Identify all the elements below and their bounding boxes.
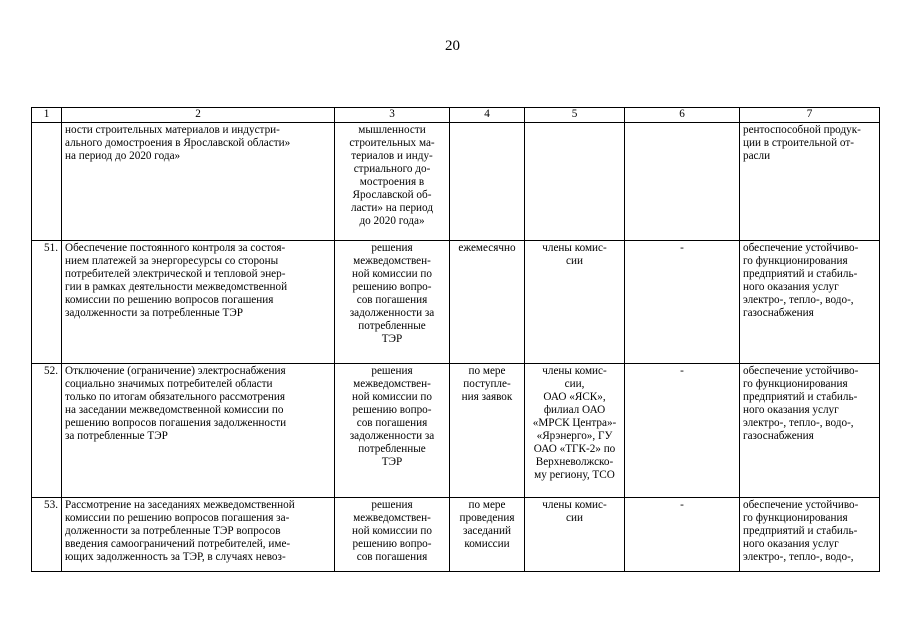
row-number-cell: 52. [32,364,62,498]
header-cell: 4 [450,108,525,123]
row-number-cell [32,123,62,241]
measures-table [31,107,880,572]
table-header-row [32,108,880,123]
result-cell: обеспечение устойчиво- го функционирования предприятий и стабиль- ного оказания услуг электро-, тепло-, водо-, газоснабжения [740,241,880,364]
result-text: обеспечение устойчиво- го функционирования предприятий и стабиль- ного оказания услуг электро-, тепло-, водо-, [743,499,859,563]
measure-cell: Обеспечение постоянного контроля за состоя- нием платежей за энергоресурсы со стороны потребителей электрической и тепловой энер- гии в рамках деятельности межведомственной комиссии по решению вопросов погашения задолженности за потребленные ТЭР [62,241,335,364]
header-cell: 6 [625,108,740,123]
page-number: 20 [445,38,460,54]
cost-cell: - [625,364,740,498]
header-cell: 3 [335,108,450,123]
executors-text: члены комис- сии [542,499,607,524]
executors-cell [525,498,625,572]
table-row [32,364,880,498]
executors-cell [525,123,625,241]
header-cell: 2 [62,108,335,123]
row-number-cell: 51. [32,241,62,364]
header-cell: 7 [740,108,880,123]
header-cell: 1 [32,108,62,123]
cost-cell [625,123,740,241]
measure-text: Рассмотрение на заседаниях межведомственной комиссии по решению вопросов погашения за- долженности за потребленные ТЭР вопросов введения самоограничений потребителей, име- ющих задолженность за ТЭР, в случаях невоз- [65,499,295,563]
measure-cell: Отключение (ограничение) электроснабжения социально значимых потребителей области только по итогам обязательного рассмотрения на заседании межведомственной комиссии по решению вопросов погашения задолженности за потребленные ТЭР [62,364,335,498]
term-cell: по мере поступле- ния заявок [450,364,525,498]
executors-cell: члены комис- сии, ОАО «ЯСК», филиал ОАО «МРСК Центра»- «Ярэнерго», ГУ ОАО «ТГК-2» по Верхневолжско- му региону, ТСО [525,364,625,498]
row-number-text: 53. [44,499,58,511]
cost-cell [625,498,740,572]
cost-text: - [680,499,684,511]
basis-cell: решения межведомствен- ной комиссии по решению вопро- сов погашения задолженности за потребленные ТЭР [335,241,450,364]
table-row [32,241,880,364]
row-number-cell [32,498,62,572]
table-row [32,123,880,241]
basis-cell: решения межведомствен- ной комиссии по решению вопро- сов погашения задолженности за потребленные ТЭР [335,364,450,498]
header-cell: 5 [525,108,625,123]
basis-cell: мышленности строительных ма- териалов и инду- стриального до- мостроения в Ярославской об- ласти» на период до 2020 года» [335,123,450,241]
table-row [32,498,880,572]
measure-cell: ности строительных материалов и индустри- ального домостроения в Ярославской области» на период до 2020 года» [62,123,335,241]
executors-cell: члены комис- сии [525,241,625,364]
basis-cell [335,498,450,572]
result-cell: рентоспособной продук- ции в строительной от- расли [740,123,880,241]
term-cell [450,123,525,241]
measure-cell [62,498,335,572]
result-cell: обеспечение устойчиво- го функционирования предприятий и стабиль- ного оказания услуг электро-, тепло-, водо-, газоснабжения [740,364,880,498]
term-text: по мере проведения заседаний комиссии [459,499,515,550]
cost-cell: - [625,241,740,364]
basis-text: решения межведомствен- ной комиссии по решению вопро- сов погашения [352,499,432,563]
term-cell [450,498,525,572]
result-cell [740,498,880,572]
term-cell: ежемесячно [450,241,525,364]
